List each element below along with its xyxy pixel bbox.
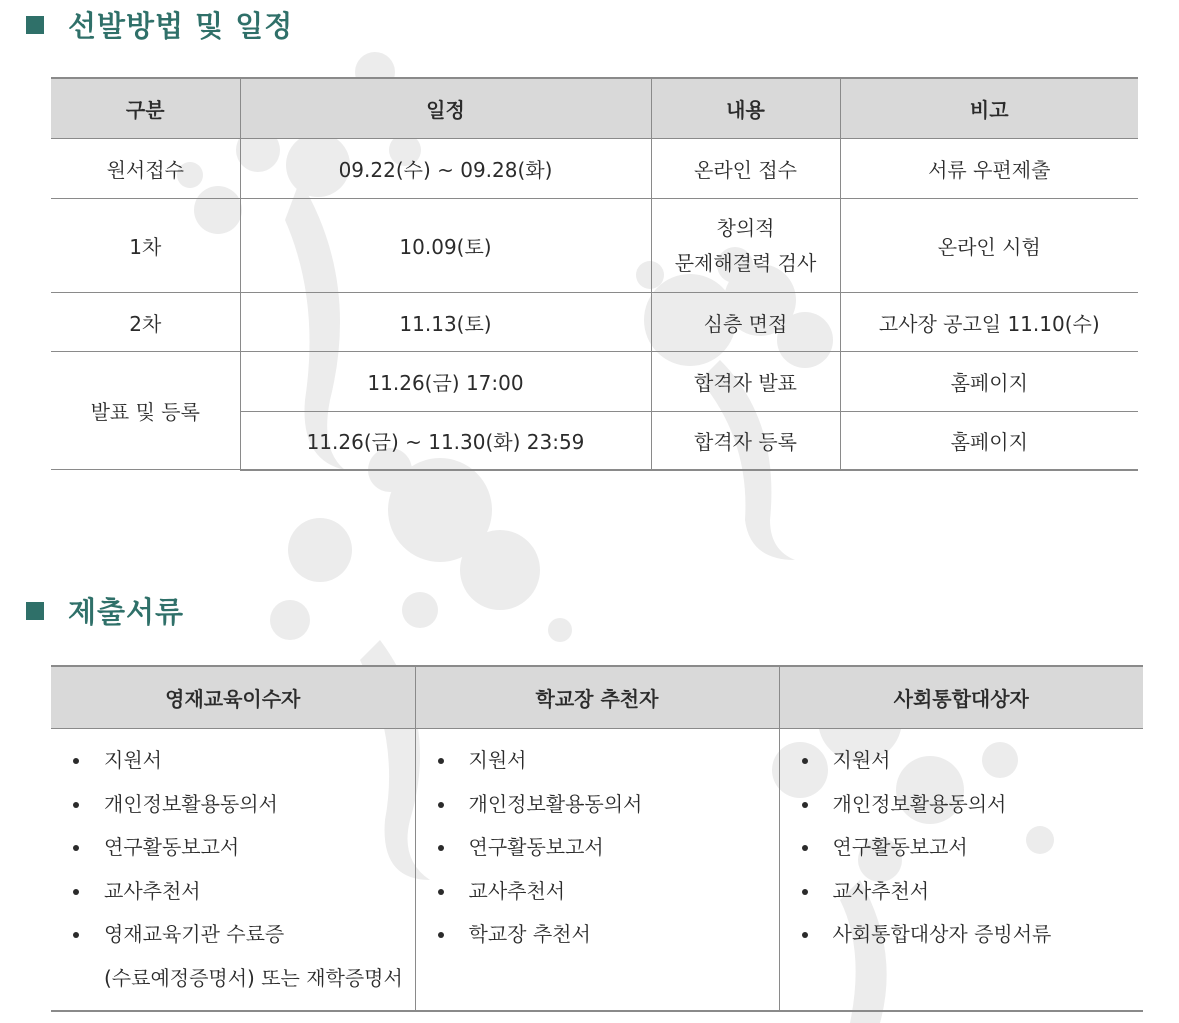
- table-header-row: [51, 78, 1138, 139]
- cell-category: 2차: [51, 293, 240, 352]
- section-title-documents: [26, 590, 184, 631]
- list-item: 학교장 추천서: [436, 913, 779, 957]
- cell-content: 온라인 접수: [651, 139, 840, 199]
- list-item: 연구활동보고서: [800, 826, 1144, 870]
- table-row: [51, 729, 1143, 1012]
- schedule-table: [51, 77, 1138, 471]
- header-note: 비고: [840, 78, 1138, 139]
- list-item: 교사추천서: [71, 870, 415, 914]
- cell-content: 합격자 등록: [651, 412, 840, 470]
- cell-note: 서류 우편제출: [840, 139, 1138, 199]
- square-bullet-icon: [26, 602, 44, 620]
- header-gifted-completer: 영재교육이수자: [51, 666, 415, 729]
- document-list-cell: [779, 729, 1143, 1012]
- list-item: 교사추천서: [436, 870, 779, 914]
- cell-date: 10.09(토): [240, 199, 651, 293]
- table-row: [51, 199, 1138, 293]
- header-category: 구분: [51, 78, 240, 139]
- cell-category: 원서접수: [51, 139, 240, 199]
- square-bullet-icon: [26, 16, 44, 34]
- list-item: 연구활동보고서: [71, 826, 415, 870]
- list-item: 지원서: [800, 739, 1144, 783]
- list-item: 영재교육기관 수료증(수료예정증명서) 또는 재학증명서: [71, 913, 415, 1000]
- cell-date: 11.13(토): [240, 293, 651, 352]
- cell-content: 심층 면접: [651, 293, 840, 352]
- table-header-row: [51, 666, 1143, 729]
- cell-note: 홈페이지: [840, 352, 1138, 412]
- section-title-text: 선발방법 및 일정: [68, 9, 294, 43]
- document-list: [416, 739, 779, 957]
- section-title-text: 제출서류: [68, 595, 185, 629]
- cell-date: 11.26(금) 17:00: [240, 352, 651, 412]
- header-content: 내용: [651, 78, 840, 139]
- list-item: 개인정보활용동의서: [436, 783, 779, 827]
- document-list-cell: [415, 729, 779, 1012]
- cell-note: 고사장 공고일 11.10(수): [840, 293, 1138, 352]
- cell-category: 발표 및 등록: [51, 352, 240, 470]
- list-item: 교사추천서: [800, 870, 1144, 914]
- cell-note: 온라인 시험: [840, 199, 1138, 293]
- cell-note: 홈페이지: [840, 412, 1138, 470]
- document-list: [780, 739, 1144, 957]
- table-row: [51, 293, 1138, 352]
- table-row: [51, 139, 1138, 199]
- table-row: [51, 352, 1138, 412]
- document-list-cell: [51, 729, 415, 1012]
- header-date: 일정: [240, 78, 651, 139]
- cell-content: 합격자 발표: [651, 352, 840, 412]
- cell-content-line: 문제해결력 검사: [674, 250, 817, 275]
- header-principal-recommended: 학교장 추천자: [415, 666, 779, 729]
- cell-date: 09.22(수) ~ 09.28(화): [240, 139, 651, 199]
- section-title-schedule: [26, 4, 293, 45]
- document-list: [51, 739, 415, 1000]
- cell-content: [651, 199, 840, 293]
- list-item: 연구활동보고서: [436, 826, 779, 870]
- list-item: 개인정보활용동의서: [71, 783, 415, 827]
- list-item: 개인정보활용동의서: [800, 783, 1144, 827]
- header-social-integration: 사회통합대상자: [779, 666, 1143, 729]
- list-item: 지원서: [436, 739, 779, 783]
- list-item: 사회통합대상자 증빙서류: [800, 913, 1144, 957]
- documents-table: [51, 665, 1143, 1012]
- cell-date: 11.26(금) ~ 11.30(화) 23:59: [240, 412, 651, 470]
- list-item: 지원서: [71, 739, 415, 783]
- cell-content-line: 창의적: [716, 215, 775, 240]
- cell-category: 1차: [51, 199, 240, 293]
